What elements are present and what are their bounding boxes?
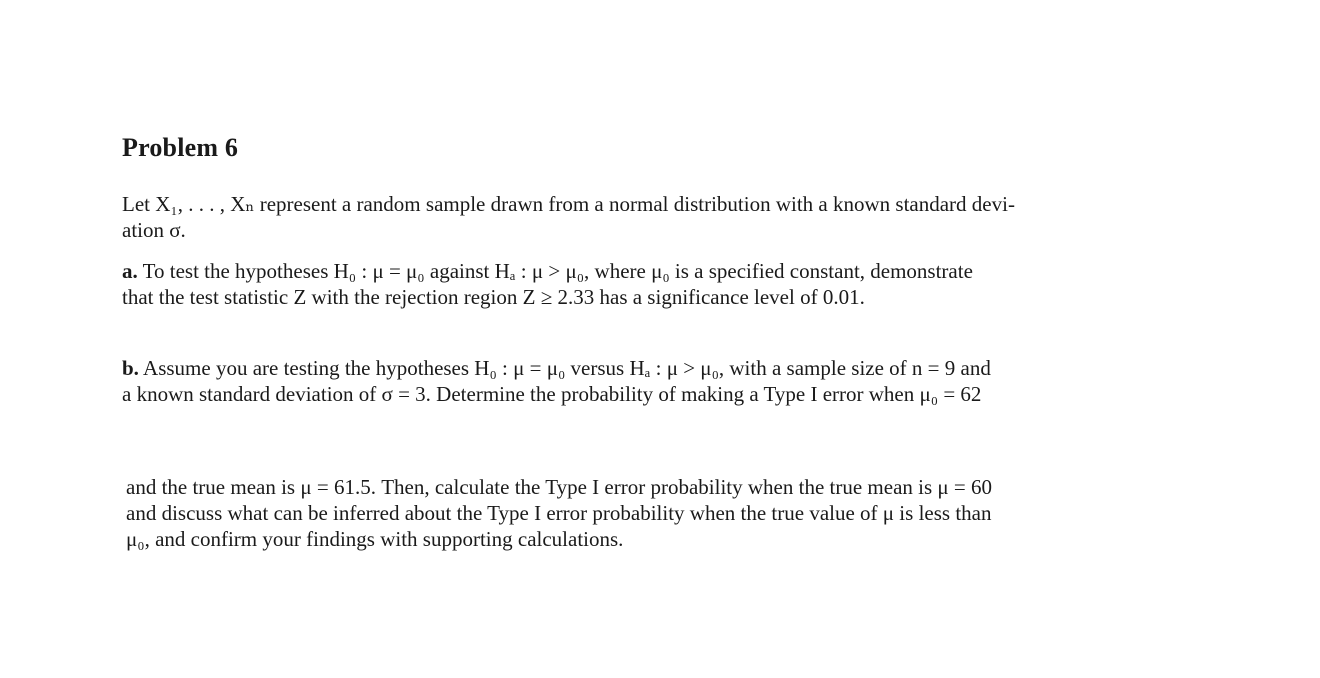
part-a-line: that the test statistic Z with the rejection region Z ≥ 2.33 has a significance level of 0.01. (122, 285, 865, 309)
part-a-label: a. (122, 259, 138, 283)
part-b-continuation-line: μ₀, and confirm your findings with supporting calculations. (126, 527, 624, 551)
part-b-continuation-line: and discuss what can be inferred about the Type I error probability when the true value of μ is less than (126, 501, 992, 525)
part-b-line: Assume you are testing the hypotheses H₀ : μ = μ₀ versus Hₐ : μ > μ₀, with a sample size of n = 9 and (143, 356, 991, 380)
part-b (122, 355, 1162, 407)
part-b-line: a known standard deviation of σ = 3. Determine the probability of making a Type I error when μ₀ = 62 (122, 382, 982, 406)
problem-title: Problem 6 (122, 133, 239, 162)
part-b-continuation (126, 474, 1156, 552)
part-b-continuation-line: and the true mean is μ = 61.5. Then, calculate the Type I error probability when the true mean is μ = 60 (126, 475, 992, 499)
intro-line: ation σ. (122, 218, 186, 242)
part-b-label: b. (122, 356, 139, 380)
part-a-line: To test the hypotheses H₀ : μ = μ₀ against Hₐ : μ > μ₀, where μ₀ is a specified constant, demonstrate (142, 259, 973, 283)
intro-line: Let X₁, . . . , Xₙ represent a random sample drawn from a normal distribution with a known standard devi- (122, 192, 1015, 216)
problem-intro (122, 191, 1162, 243)
part-a (122, 258, 1162, 310)
